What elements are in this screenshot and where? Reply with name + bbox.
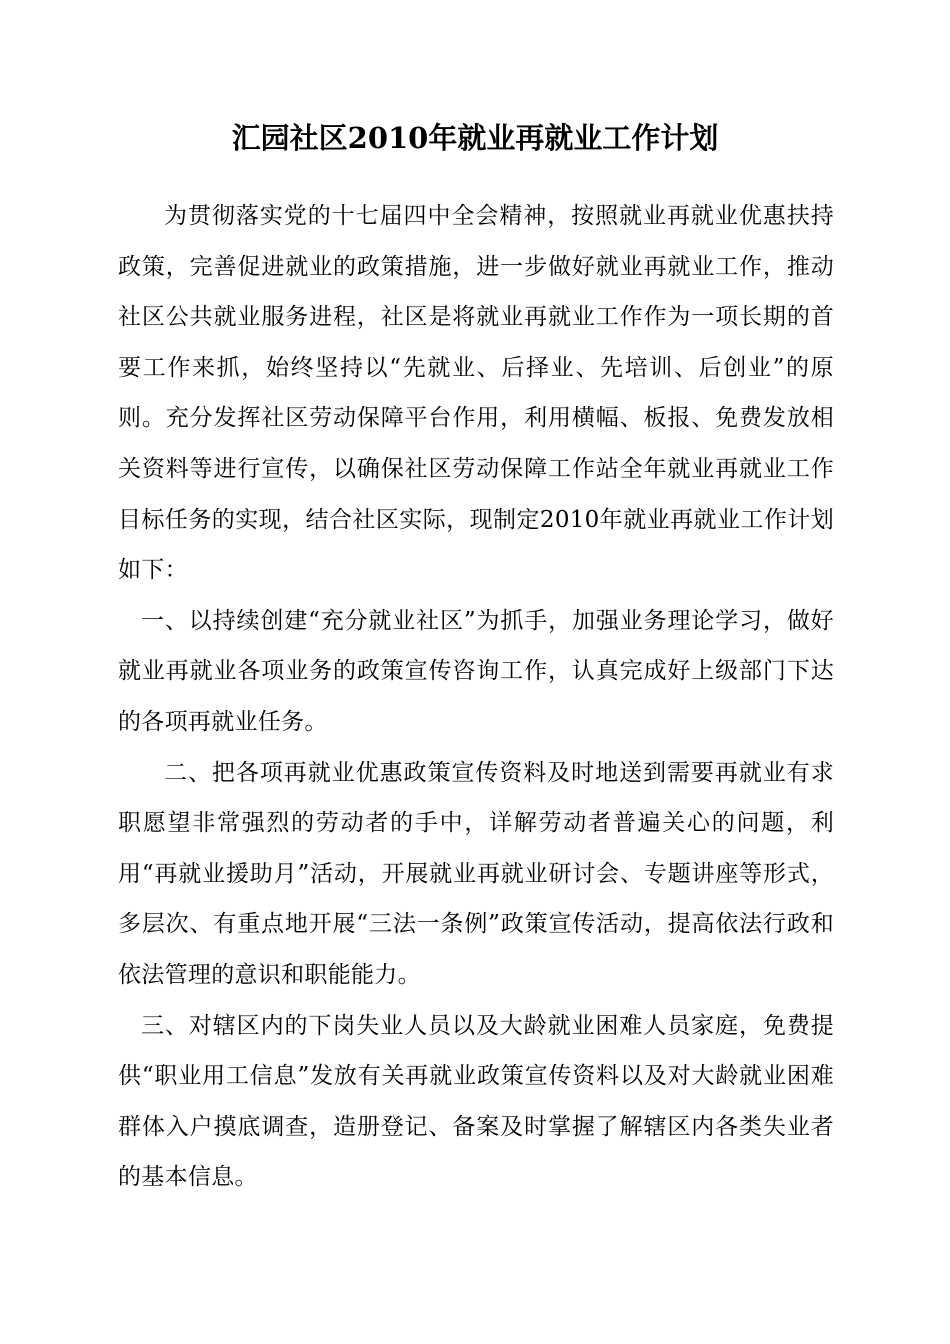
document-title: 汇园社区2010年就业再就业工作计划 (231, 121, 719, 155)
paragraph-item-3: 三、对辖区内的下岗失业人员以及大龄就业困难人员家庭，免费提供“职业用工信息”发放有关再就业政策宣传资料以及对大龄就业困难群体入户摸底调查，造册登记、备案及时掌握了解辖区内各类失业者的基本信息。 (118, 1012, 834, 1191)
paragraph-intro: 为贯彻落实党的十七届四中全会精神，按照就业再就业优惠扶持政策，完善促进就业的政策措施，进一步做好就业再就业工作，推动社区公共就业服务进程，社区是将就业再就业工作作为一项长期的首要工作来抓，始终坚持以“先就业、后择业、先培训、后创业”的原则。充分发挥社区劳动保障平台作用，利用横幅、板报、免费发放相关资料等进行宣传，以确保社区劳动保障工作站全年就业再就业工作目标任务的实现，结合社区实际，现制定2010年就业再就业工作计划如下： (118, 203, 834, 584)
paragraph-item-2: 二、把各项再就业优惠政策宣传资料及时地送到需要再就业有求职愿望非常强烈的劳动者的手中，详解劳动者普遍关心的问题，利用“再就业援助月”活动，开展就业再就业研讨会、专题讲座等形式，多层次、有重点地开展“三法一条例”政策宣传活动，提高依法行政和依法管理的意识和职能能力。 (118, 759, 834, 988)
document-body (118, 191, 834, 1203)
paragraph-item-1: 一、以持续创建“充分就业社区”为抓手，加强业务理论学习，做好就业再就业各项业务的政策宣传咨询工作，认真完成好上级部门下达的各项再就业任务。 (118, 607, 834, 735)
